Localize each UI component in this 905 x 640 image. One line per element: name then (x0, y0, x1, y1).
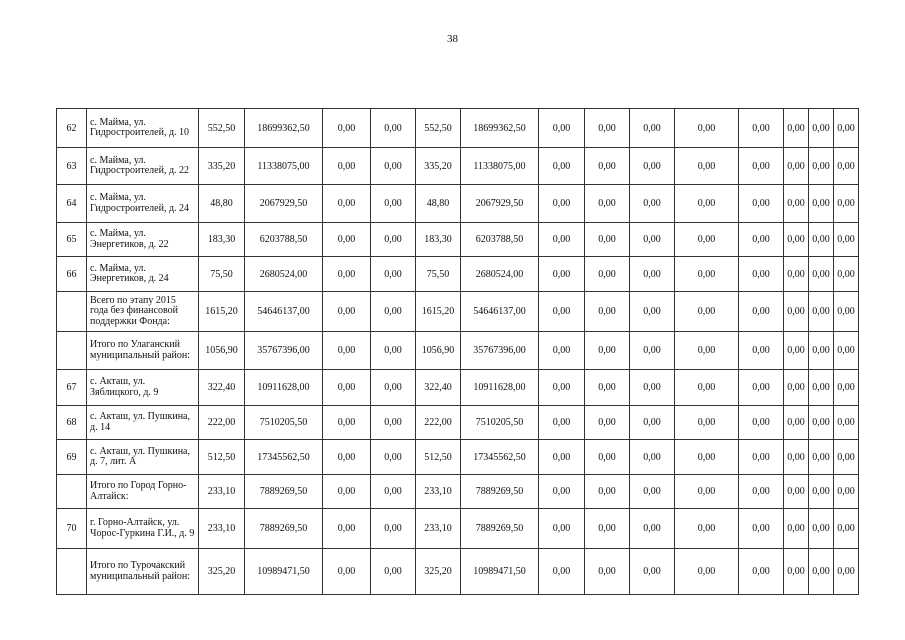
table-body (57, 109, 884, 595)
value-cell: 0,00 (809, 109, 834, 148)
value-cell: 0,00 (675, 185, 739, 223)
value-cell: 0,00 (630, 475, 675, 509)
row-number: 68 (57, 406, 87, 440)
value-cell: 0,00 (539, 475, 585, 509)
value-cell: 512,50 (416, 440, 461, 475)
value-cell: 10911628,00 (245, 370, 323, 406)
value-cell: 0,00 (371, 109, 416, 148)
value-cell: 0,00 (834, 475, 859, 509)
value-cell: 0,00 (834, 406, 859, 440)
value-cell: 0,00 (834, 148, 859, 185)
value-cell: 0,00 (675, 509, 739, 549)
value-cell: 0,00 (809, 509, 834, 549)
value-cell: 0,00 (371, 292, 416, 332)
value-cell: 0,00 (739, 440, 784, 475)
value-cell: 18699362,50 (245, 109, 323, 148)
value-cell: 0,00 (739, 223, 784, 257)
value-cell: 0,00 (539, 292, 585, 332)
value-cell: 0,00 (539, 257, 585, 292)
row-number: 65 (57, 223, 87, 257)
value-cell: 0,00 (739, 475, 784, 509)
value-cell: 75,50 (199, 257, 245, 292)
value-cell: 7510205,50 (245, 406, 323, 440)
value-cell: 0,00 (809, 148, 834, 185)
value-cell: 0,00 (371, 549, 416, 595)
value-cell: 0,00 (630, 370, 675, 406)
address-cell: с. Акташ, ул. Пушкина, д. 14 (87, 406, 199, 440)
value-cell: 0,00 (809, 549, 834, 595)
value-cell: 7889269,50 (245, 509, 323, 549)
table-row (57, 406, 884, 440)
value-cell: 0,00 (739, 292, 784, 332)
value-cell: 0,00 (809, 440, 834, 475)
address-cell: Итого по Город Горно-Алтайск: (87, 475, 199, 509)
value-cell: 0,00 (630, 332, 675, 370)
value-cell: 0,00 (585, 549, 630, 595)
value-cell: 0,00 (585, 440, 630, 475)
value-cell: 0,00 (739, 370, 784, 406)
value-cell: 0,00 (739, 148, 784, 185)
table-row (57, 223, 884, 257)
address-cell: с. Майма, ул. Гидростроителей, д. 22 (87, 148, 199, 185)
value-cell: 6203788,50 (245, 223, 323, 257)
value-cell: 233,10 (416, 509, 461, 549)
value-cell: 0,00 (784, 185, 809, 223)
value-cell: 0,00 (323, 292, 371, 332)
row-number (57, 332, 87, 370)
value-cell: 0,00 (784, 370, 809, 406)
value-cell: 0,00 (784, 148, 809, 185)
address-cell: с. Акташ, ул. Зяблицкого, д. 9 (87, 370, 199, 406)
value-cell: 0,00 (323, 509, 371, 549)
address-cell: Итого по Улаганский муниципальный район: (87, 332, 199, 370)
value-cell: 10989471,50 (245, 549, 323, 595)
value-cell: 233,10 (199, 509, 245, 549)
value-cell: 0,00 (834, 370, 859, 406)
value-cell: 0,00 (739, 185, 784, 223)
value-cell: 0,00 (809, 185, 834, 223)
address-cell: г. Горно-Алтайск, ул. Чорос-Гуркина Г.И., д. 9 (87, 509, 199, 549)
value-cell: 0,00 (371, 406, 416, 440)
value-cell: 7889269,50 (245, 475, 323, 509)
value-cell: 0,00 (323, 475, 371, 509)
address-cell: с. Майма, ул. Гидростроителей, д. 10 (87, 109, 199, 148)
table-row (57, 109, 884, 148)
value-cell: 0,00 (371, 475, 416, 509)
row-number (57, 292, 87, 332)
value-cell: 0,00 (371, 509, 416, 549)
value-cell: 335,20 (416, 148, 461, 185)
value-cell: 0,00 (630, 406, 675, 440)
address-cell: Итого по Турочакский муниципальный район: (87, 549, 199, 595)
row-number: 69 (57, 440, 87, 475)
value-cell: 0,00 (630, 509, 675, 549)
value-cell: 0,00 (585, 223, 630, 257)
value-cell: 17345562,50 (245, 440, 323, 475)
value-cell: 0,00 (630, 148, 675, 185)
value-cell: 10911628,00 (461, 370, 539, 406)
value-cell: 0,00 (784, 509, 809, 549)
value-cell: 325,20 (416, 549, 461, 595)
value-cell: 0,00 (739, 549, 784, 595)
value-cell: 0,00 (371, 185, 416, 223)
value-cell: 0,00 (739, 109, 784, 148)
address-cell: с. Майма, ул. Энергетиков, д. 24 (87, 257, 199, 292)
value-cell: 0,00 (371, 370, 416, 406)
value-cell: 0,00 (539, 148, 585, 185)
value-cell: 2680524,00 (461, 257, 539, 292)
value-cell: 54646137,00 (461, 292, 539, 332)
value-cell: 233,10 (199, 475, 245, 509)
value-cell: 0,00 (784, 292, 809, 332)
value-cell: 0,00 (834, 509, 859, 549)
value-cell: 0,00 (675, 257, 739, 292)
housing-data-table (56, 108, 884, 595)
value-cell: 0,00 (323, 370, 371, 406)
value-cell: 7889269,50 (461, 475, 539, 509)
value-cell: 0,00 (630, 223, 675, 257)
table-row (57, 549, 884, 595)
value-cell: 0,00 (784, 406, 809, 440)
value-cell: 0,00 (675, 223, 739, 257)
value-cell: 0,00 (675, 292, 739, 332)
value-cell: 0,00 (834, 109, 859, 148)
table-row (57, 148, 884, 185)
value-cell: 2067929,50 (461, 185, 539, 223)
value-cell: 322,40 (416, 370, 461, 406)
value-cell: 0,00 (809, 406, 834, 440)
value-cell: 0,00 (809, 292, 834, 332)
value-cell: 0,00 (539, 509, 585, 549)
value-cell: 0,00 (371, 332, 416, 370)
value-cell: 0,00 (675, 109, 739, 148)
value-cell: 0,00 (809, 257, 834, 292)
value-cell: 0,00 (630, 257, 675, 292)
value-cell: 0,00 (323, 257, 371, 292)
value-cell: 0,00 (539, 185, 585, 223)
value-cell: 0,00 (834, 332, 859, 370)
value-cell: 0,00 (323, 406, 371, 440)
address-cell: с. Майма, ул. Энергетиков, д. 22 (87, 223, 199, 257)
value-cell: 0,00 (371, 440, 416, 475)
value-cell: 183,30 (416, 223, 461, 257)
value-cell: 0,00 (630, 292, 675, 332)
value-cell: 75,50 (416, 257, 461, 292)
value-cell: 0,00 (809, 370, 834, 406)
value-cell: 0,00 (585, 475, 630, 509)
value-cell: 0,00 (371, 257, 416, 292)
value-cell: 0,00 (675, 549, 739, 595)
row-number (57, 475, 87, 509)
value-cell: 0,00 (834, 257, 859, 292)
value-cell: 11338075,00 (245, 148, 323, 185)
row-number: 70 (57, 509, 87, 549)
table-row (57, 292, 884, 332)
address-cell: Всего по этапу 2015 года без финансовой поддержки Фонда: (87, 292, 199, 332)
value-cell: 35767396,00 (245, 332, 323, 370)
value-cell: 0,00 (834, 292, 859, 332)
value-cell: 0,00 (585, 509, 630, 549)
value-cell: 0,00 (739, 332, 784, 370)
address-cell: с. Акташ, ул. Пушкина, д. 7, лит. А (87, 440, 199, 475)
value-cell: 0,00 (585, 109, 630, 148)
value-cell: 552,50 (199, 109, 245, 148)
value-cell: 0,00 (784, 332, 809, 370)
value-cell: 0,00 (809, 475, 834, 509)
table-row (57, 332, 884, 370)
value-cell: 335,20 (199, 148, 245, 185)
value-cell: 0,00 (630, 185, 675, 223)
value-cell: 0,00 (675, 475, 739, 509)
value-cell: 7510205,50 (461, 406, 539, 440)
value-cell: 0,00 (834, 223, 859, 257)
value-cell: 183,30 (199, 223, 245, 257)
value-cell: 512,50 (199, 440, 245, 475)
value-cell: 0,00 (834, 185, 859, 223)
table-row (57, 509, 884, 549)
value-cell: 1615,20 (199, 292, 245, 332)
value-cell: 222,00 (199, 406, 245, 440)
value-cell: 0,00 (371, 148, 416, 185)
value-cell: 0,00 (739, 509, 784, 549)
value-cell: 0,00 (585, 292, 630, 332)
value-cell: 0,00 (539, 370, 585, 406)
value-cell: 0,00 (675, 148, 739, 185)
value-cell: 35767396,00 (461, 332, 539, 370)
value-cell: 552,50 (416, 109, 461, 148)
value-cell: 7889269,50 (461, 509, 539, 549)
value-cell: 0,00 (675, 440, 739, 475)
value-cell: 0,00 (323, 185, 371, 223)
value-cell: 11338075,00 (461, 148, 539, 185)
value-cell: 0,00 (739, 406, 784, 440)
value-cell: 0,00 (585, 148, 630, 185)
value-cell: 48,80 (416, 185, 461, 223)
page-number: 38 (447, 33, 458, 45)
value-cell: 2680524,00 (245, 257, 323, 292)
value-cell: 0,00 (630, 440, 675, 475)
table-row (57, 440, 884, 475)
value-cell: 0,00 (834, 440, 859, 475)
value-cell: 0,00 (784, 440, 809, 475)
value-cell: 0,00 (784, 257, 809, 292)
value-cell: 0,00 (675, 406, 739, 440)
row-number: 66 (57, 257, 87, 292)
table-row (57, 370, 884, 406)
value-cell: 0,00 (630, 549, 675, 595)
value-cell: 1615,20 (416, 292, 461, 332)
table-row (57, 475, 884, 509)
row-number: 63 (57, 148, 87, 185)
value-cell: 0,00 (784, 223, 809, 257)
table-row (57, 257, 884, 292)
value-cell: 0,00 (585, 370, 630, 406)
value-cell: 1056,90 (199, 332, 245, 370)
value-cell: 0,00 (809, 332, 834, 370)
value-cell: 325,20 (199, 549, 245, 595)
value-cell: 10989471,50 (461, 549, 539, 595)
value-cell: 0,00 (323, 549, 371, 595)
value-cell: 18699362,50 (461, 109, 539, 148)
value-cell: 6203788,50 (461, 223, 539, 257)
table-row (57, 185, 884, 223)
value-cell: 0,00 (784, 549, 809, 595)
value-cell: 0,00 (323, 332, 371, 370)
row-number: 64 (57, 185, 87, 223)
value-cell: 0,00 (809, 223, 834, 257)
value-cell: 0,00 (323, 440, 371, 475)
value-cell: 17345562,50 (461, 440, 539, 475)
value-cell: 0,00 (371, 223, 416, 257)
value-cell: 1056,90 (416, 332, 461, 370)
value-cell: 322,40 (199, 370, 245, 406)
value-cell: 0,00 (323, 148, 371, 185)
value-cell: 0,00 (539, 406, 585, 440)
value-cell: 0,00 (539, 332, 585, 370)
value-cell: 0,00 (539, 440, 585, 475)
value-cell: 0,00 (630, 109, 675, 148)
value-cell: 48,80 (199, 185, 245, 223)
row-number (57, 549, 87, 595)
value-cell: 0,00 (539, 549, 585, 595)
value-cell: 0,00 (323, 109, 371, 148)
value-cell: 0,00 (585, 257, 630, 292)
value-cell: 2067929,50 (245, 185, 323, 223)
address-cell: с. Майма, ул. Гидростроителей, д. 24 (87, 185, 199, 223)
value-cell: 222,00 (416, 406, 461, 440)
value-cell: 0,00 (675, 370, 739, 406)
value-cell: 54646137,00 (245, 292, 323, 332)
value-cell: 0,00 (585, 185, 630, 223)
value-cell: 0,00 (834, 549, 859, 595)
value-cell: 0,00 (675, 332, 739, 370)
value-cell: 0,00 (784, 109, 809, 148)
value-cell: 0,00 (585, 332, 630, 370)
value-cell: 0,00 (784, 475, 809, 509)
value-cell: 0,00 (539, 223, 585, 257)
value-cell: 0,00 (323, 223, 371, 257)
value-cell: 0,00 (539, 109, 585, 148)
value-cell: 0,00 (739, 257, 784, 292)
row-number: 62 (57, 109, 87, 148)
value-cell: 0,00 (585, 406, 630, 440)
value-cell: 233,10 (416, 475, 461, 509)
row-number: 67 (57, 370, 87, 406)
